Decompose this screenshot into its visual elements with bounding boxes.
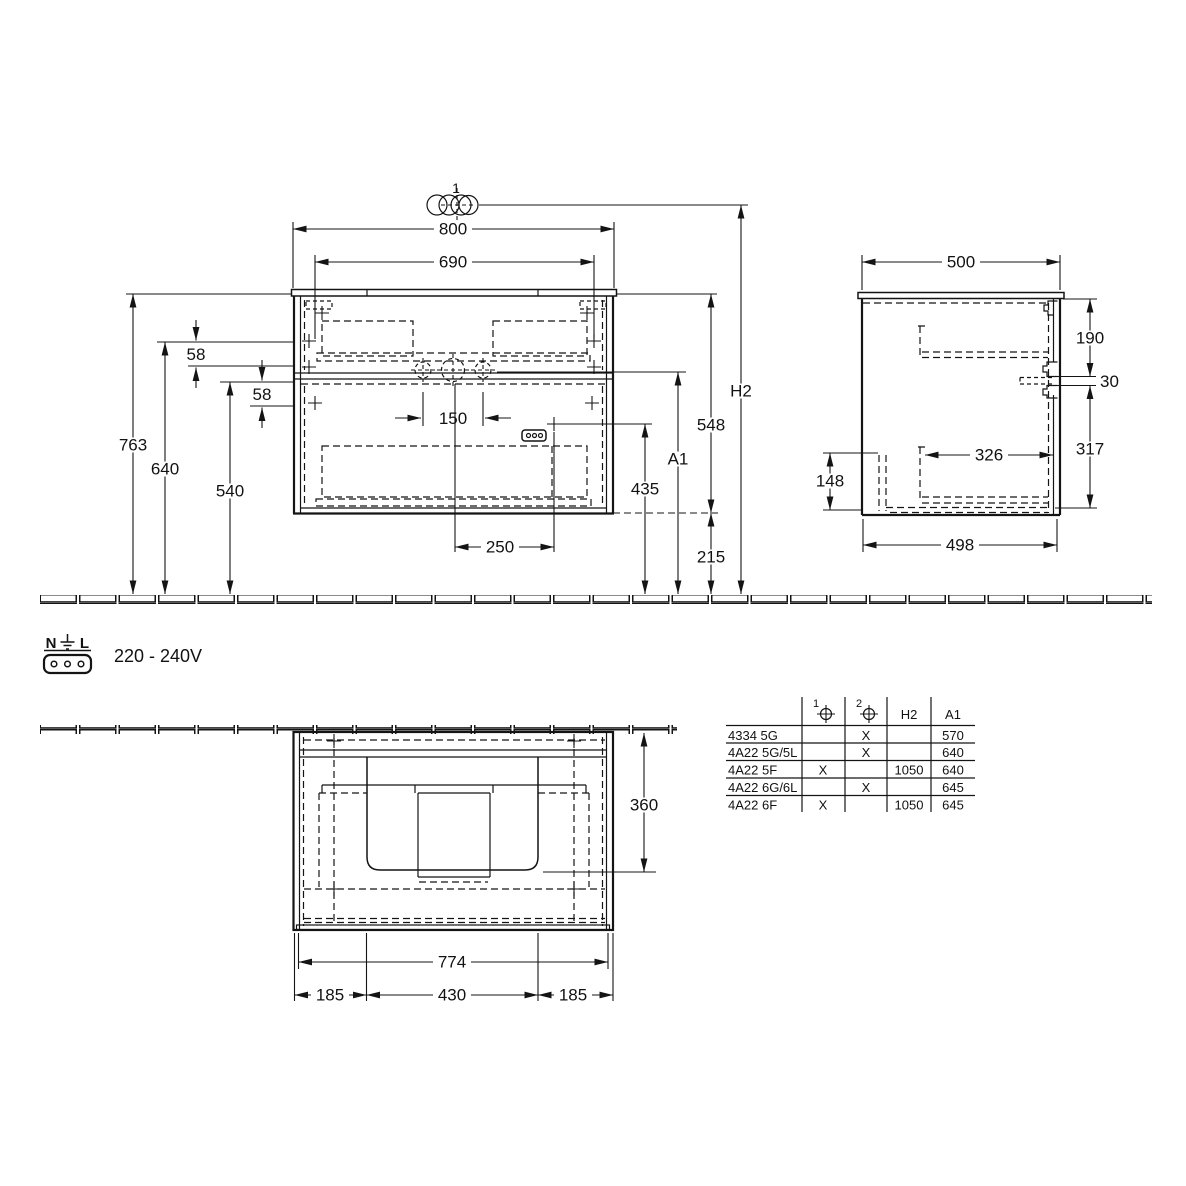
- svg-text:190: 190: [1075, 328, 1105, 348]
- dim-width-774: [299, 953, 609, 972]
- voltage-label: 220 - 240V: [114, 646, 203, 666]
- spec-table: [726, 697, 975, 813]
- dim-250-label: 250: [485, 537, 515, 557]
- svg-text:774: 774: [437, 952, 467, 972]
- svg-text:548: 548: [696, 415, 726, 435]
- dim-front-148: [811, 453, 878, 510]
- front-countertop: [292, 290, 617, 297]
- svg-text:X: X: [861, 780, 871, 795]
- dim-offset-58-top: [187, 320, 206, 388]
- svg-text:645: 645: [942, 797, 964, 813]
- dim-drain-offset: [455, 538, 554, 557]
- svg-text:640: 640: [942, 762, 964, 778]
- svg-text:4A22 5F: 4A22 5F: [728, 762, 778, 778]
- tap-hole-circles: [411, 354, 495, 386]
- svg-text:215: 215: [696, 547, 726, 567]
- side-top-bracket: [1044, 301, 1058, 315]
- side-wall-bracket: [1020, 362, 1058, 398]
- svg-text:640: 640: [150, 459, 180, 479]
- svg-text:148: 148: [815, 471, 845, 491]
- crosshair-icon: [817, 705, 835, 723]
- svg-text:4A22 6G/6L: 4A22 6G/6L: [728, 780, 798, 795]
- spec-table-rows: [728, 728, 964, 813]
- table-row: [728, 745, 964, 760]
- plan-front-edge: [297, 925, 610, 930]
- header-hole2: 2: [855, 698, 863, 710]
- dim-690-label: 690: [438, 252, 468, 272]
- dim-height-640: [146, 342, 184, 594]
- plan-crosses: [327, 734, 581, 896]
- line-label: L: [79, 635, 90, 652]
- dim-side-left-185: [295, 986, 367, 1005]
- svg-text:540: 540: [215, 481, 245, 501]
- table-row: [728, 780, 964, 795]
- dim-150-label: 150: [438, 409, 468, 428]
- svg-text:326: 326: [974, 445, 1004, 465]
- socket-outlet-icon: [44, 655, 91, 673]
- svg-text:430: 430: [437, 985, 467, 1005]
- svg-text:1050: 1050: [894, 797, 924, 813]
- svg-text:H2: H2: [730, 381, 752, 401]
- dim-center-430: [367, 986, 539, 1005]
- dim-800-label: 800: [438, 219, 468, 239]
- svg-text:4334 5G: 4334 5G: [728, 728, 778, 743]
- svg-text:30: 30: [1100, 372, 1119, 391]
- dim-depth-500: [862, 253, 1060, 291]
- crosshair-icon: [860, 705, 878, 723]
- dim-side-right-185: [538, 986, 613, 1005]
- front-upper-drawer-dashed: [306, 301, 606, 361]
- neutral-label: N: [45, 635, 57, 652]
- callout-label: 1: [452, 180, 460, 196]
- svg-text:640: 640: [942, 745, 964, 760]
- header-h2: H2: [900, 707, 918, 722]
- dim-inner-326: [925, 446, 1053, 465]
- dim-socket-height-435: [626, 424, 664, 594]
- svg-text:X: X: [818, 797, 828, 813]
- dim-offset-190: [1063, 299, 1109, 377]
- svg-text:X: X: [861, 728, 871, 743]
- table-row: [728, 798, 964, 813]
- svg-text:763: 763: [118, 435, 148, 455]
- socket-icon: [522, 430, 546, 441]
- dim-height-763: [114, 294, 152, 594]
- svg-text:645: 645: [942, 780, 964, 795]
- header-hole1: 1: [812, 698, 820, 710]
- tap-callout-symbol: [427, 180, 748, 222]
- dim-bracket-30: [1058, 372, 1119, 391]
- svg-text:360: 360: [629, 795, 659, 815]
- earth-icon: [61, 634, 75, 649]
- dim-offset-58-mid: [253, 360, 272, 428]
- front-cabinet-outline: [293, 296, 614, 514]
- plan-basin-bowl: [367, 757, 538, 870]
- power-supply-symbol: [44, 634, 202, 673]
- side-upper-drawer-dashed: [918, 326, 1048, 358]
- svg-text:A1: A1: [667, 449, 689, 469]
- plan-view: [294, 732, 664, 1005]
- svg-text:185: 185: [558, 985, 588, 1005]
- side-lower-drawer-dashed: [879, 447, 1048, 513]
- svg-text:570: 570: [942, 728, 964, 743]
- table-row: [728, 763, 964, 778]
- front-inner-walls-dashed: [305, 300, 603, 506]
- side-view: [811, 253, 1119, 555]
- svg-text:1050: 1050: [894, 762, 924, 778]
- dim-clearance-215: [692, 513, 730, 594]
- side-cabinet-outline: [862, 299, 1060, 516]
- svg-text:58: 58: [252, 385, 272, 404]
- svg-text:58: 58: [186, 345, 206, 364]
- dim-depth-498: [863, 519, 1057, 555]
- front-lower-drawer-dashed: [316, 446, 591, 506]
- svg-text:498: 498: [945, 535, 975, 555]
- dim-height-540: [211, 382, 249, 594]
- svg-text:4A22 6F: 4A22 6F: [728, 797, 778, 813]
- svg-text:500: 500: [946, 252, 976, 272]
- table-row: [728, 728, 964, 743]
- plan-basin: [319, 757, 589, 887]
- front-view: [114, 180, 756, 594]
- svg-text:185: 185: [315, 985, 345, 1005]
- dim-offset-317: [1055, 386, 1109, 509]
- svg-text:317: 317: [1075, 439, 1105, 459]
- svg-text:4A22 5G/5L: 4A22 5G/5L: [728, 745, 798, 760]
- plan-cabinet-outline: [294, 732, 614, 930]
- header-a1: A1: [945, 707, 961, 722]
- svg-text:X: X: [818, 762, 828, 778]
- dim-ref-a1: [663, 372, 693, 594]
- svg-text:X: X: [861, 745, 871, 760]
- dim-tap-spacing: [395, 392, 511, 428]
- dim-ref-h2: [726, 205, 756, 594]
- side-countertop: [858, 293, 1064, 299]
- svg-text:435: 435: [630, 479, 660, 499]
- floor-hatch-upper: [40, 595, 1152, 604]
- dim-cabinet-height-548: [692, 294, 730, 513]
